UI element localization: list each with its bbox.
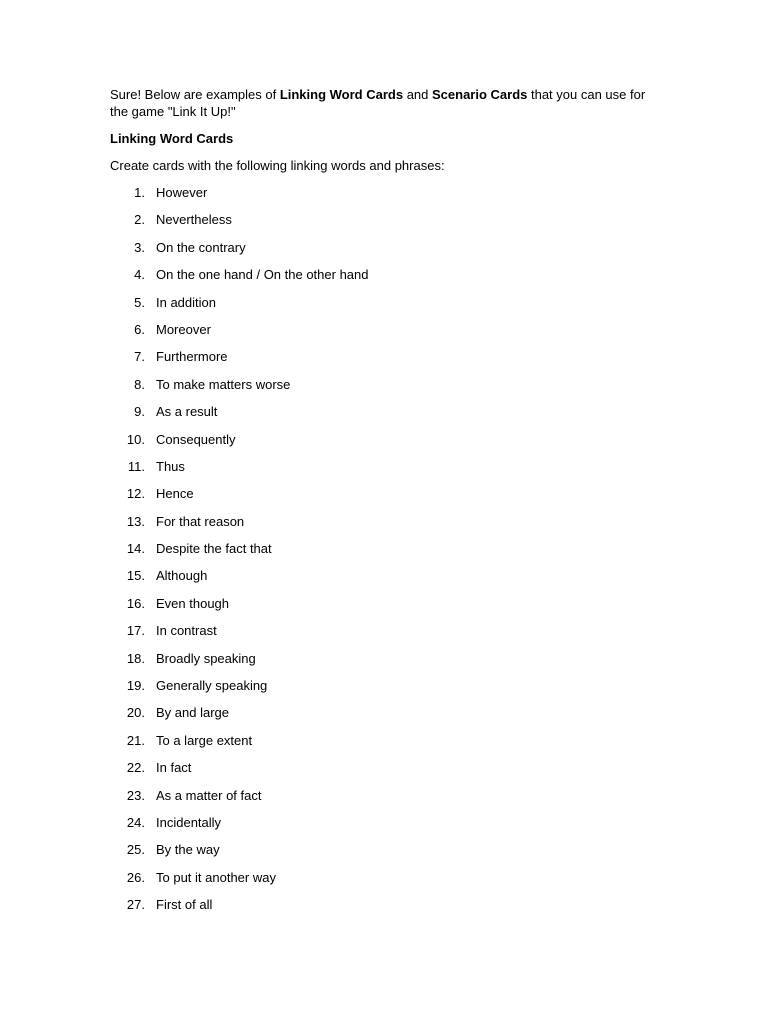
intro-bold-linking-word-cards: Linking Word Cards (279, 87, 404, 102)
list-item-text: Incidentally (156, 814, 222, 830)
list-item-number: 15. (126, 568, 145, 584)
list-item (110, 896, 658, 923)
intro-text-2: and (403, 87, 432, 102)
list-item-number: 5. (134, 294, 145, 310)
list-item (110, 239, 658, 266)
list-item (110, 787, 658, 814)
list-item (110, 732, 658, 759)
list-item-number: 10. (126, 431, 145, 447)
list-item-number: 23. (126, 787, 145, 803)
list-item (110, 869, 658, 896)
document-body (110, 86, 658, 924)
list-item-number: 12. (126, 486, 145, 502)
list-item (110, 540, 658, 567)
list-item-number: 26. (126, 869, 145, 885)
list-item-text: Thus (156, 458, 185, 474)
section-heading: Linking Word Cards (110, 131, 234, 146)
list-item-text: Consequently (156, 431, 236, 447)
list-item-text: Generally speaking (156, 678, 268, 694)
list-item (110, 403, 658, 430)
list-item (110, 184, 658, 211)
list-item (110, 458, 658, 485)
intro-bold-scenario-cards: Scenario Cards (432, 87, 528, 102)
list-item (110, 485, 658, 512)
list-item (110, 376, 658, 403)
list-item-text: Nevertheless (156, 212, 232, 228)
list-item-text: By and large (156, 705, 229, 721)
list-item-text: Moreover (156, 321, 211, 337)
list-item-text: First of all (156, 897, 213, 913)
list-item (110, 650, 658, 677)
list-item-number: 17. (126, 623, 145, 639)
list-item-number: 21. (126, 732, 145, 748)
list-item (110, 567, 658, 594)
list-item-number: 2. (134, 212, 145, 228)
list-item-number: 11. (127, 458, 145, 474)
list-item (110, 321, 658, 348)
list-item-number: 20. (126, 705, 145, 721)
list-item (110, 704, 658, 731)
section-lead: Create cards with the following linking words and phrases: (110, 158, 445, 173)
list-item-text: Broadly speaking (156, 650, 256, 666)
list-item-number: 27. (126, 897, 145, 913)
list-item (110, 677, 658, 704)
list-item-number: 6. (134, 321, 145, 337)
list-item-number: 19. (126, 678, 145, 694)
list-item-text: In fact (156, 760, 192, 776)
list-item-text: Although (156, 568, 208, 584)
list-item-number: 7. (134, 349, 145, 365)
intro-paragraph (110, 86, 658, 120)
list-item-number: 4. (134, 267, 145, 283)
list-item-number: 14. (126, 541, 145, 557)
list-item-text: To a large extent (156, 732, 253, 748)
list-item-text: Despite the fact that (156, 541, 272, 557)
list-item-text: As a matter of fact (156, 787, 262, 803)
list-item-number: 8. (134, 376, 145, 392)
list-item-text: On the one hand / On the other hand (156, 267, 369, 283)
intro-text-1: Sure! Below are examples of (110, 87, 280, 102)
list-item-number: 24. (126, 814, 145, 830)
list-item-text: However (156, 185, 208, 200)
list-item (110, 431, 658, 458)
list-item-number: 22. (126, 760, 145, 776)
list-item-number: 25. (126, 842, 145, 858)
list-item-text: In contrast (156, 623, 217, 639)
list-item (110, 266, 658, 293)
list-item (110, 348, 658, 375)
list-item-number: 16. (126, 595, 145, 611)
list-item (110, 622, 658, 649)
list-item (110, 814, 658, 841)
list-item-text: As a result (156, 404, 218, 420)
intro-text-3: that you can use for the game "Link It Up!" (110, 87, 646, 119)
list-item-text: Furthermore (156, 349, 228, 365)
list-item-number: 13. (126, 513, 145, 529)
list-item (110, 595, 658, 622)
list-item-text: By the way (156, 842, 220, 858)
list-item-number: 9. (134, 404, 145, 420)
list-item-number: 3. (134, 239, 145, 255)
linking-word-list (110, 184, 658, 924)
list-item-text: On the contrary (156, 239, 246, 255)
list-item-text: To make matters worse (156, 376, 291, 392)
list-item (110, 759, 658, 786)
list-item-text: For that reason (156, 513, 245, 529)
list-item-number: 18. (126, 650, 145, 666)
list-item (110, 211, 658, 238)
list-item-number: 1. (134, 185, 145, 200)
list-item (110, 841, 658, 868)
list-item (110, 513, 658, 540)
list-item-text: To put it another way (156, 869, 276, 885)
list-item-text: Even though (156, 595, 230, 611)
list-item-text: In addition (156, 294, 216, 310)
list-item (110, 294, 658, 321)
list-item-text: Hence (156, 486, 194, 502)
